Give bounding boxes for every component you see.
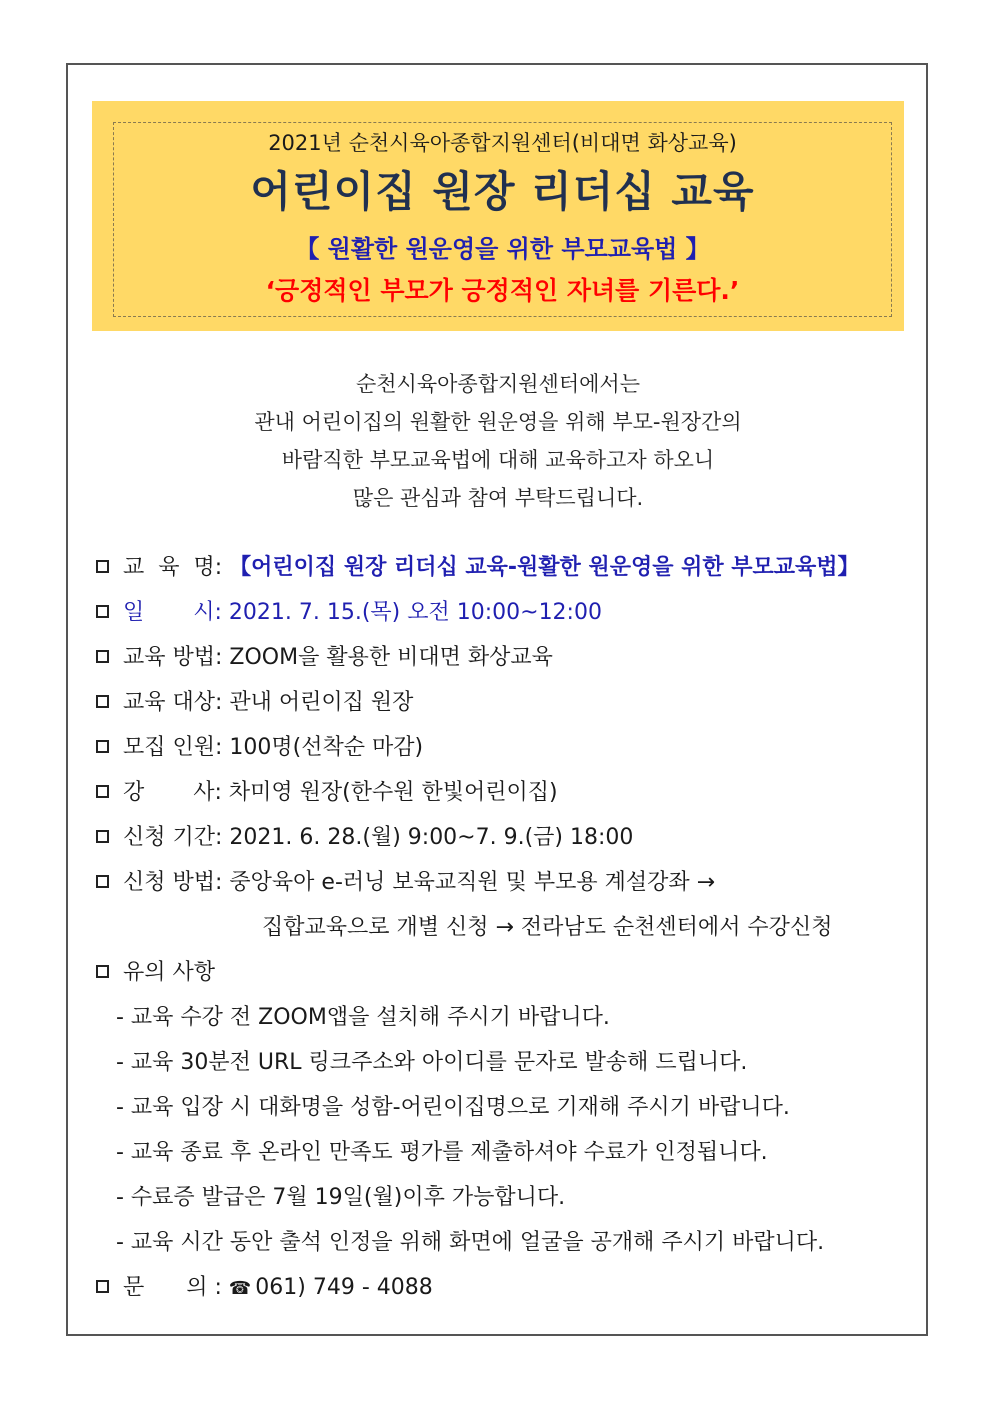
note-item: - 교육 30분전 URL 링크주소와 아이디를 문자로 발송해 드립니다. bbox=[116, 1050, 748, 1075]
intro-paragraph bbox=[92, 365, 904, 517]
banner-subtitle: 【 원활한 원운영을 위한 부모교육법 】 bbox=[295, 235, 710, 263]
item-capacity bbox=[96, 732, 423, 764]
item-value: 【어린이집 원장 리더십 교육-원활한 원운영을 위한 부모교육법】 bbox=[229, 555, 860, 580]
item-date bbox=[96, 597, 602, 629]
item-label: 강 사: bbox=[123, 780, 222, 805]
checkbox-square-icon bbox=[96, 695, 109, 708]
checkbox-square-icon bbox=[96, 1280, 109, 1293]
item-label: 문 의 : bbox=[123, 1275, 222, 1300]
phone-number: 061) 749 - 4088 bbox=[255, 1275, 433, 1300]
item-label: 유의 사항 bbox=[123, 960, 216, 985]
item-value: 중앙육아 e-러닝 보육교직원 및 부모용 계설강좌 → bbox=[229, 870, 716, 895]
intro-line: 많은 관심과 참여 부탁드립니다. bbox=[352, 486, 644, 510]
phone-icon: ☎ bbox=[228, 1278, 252, 1299]
checkbox-square-icon bbox=[96, 740, 109, 753]
item-value: 2021. 6. 28.(월) 9:00~7. 9.(금) 18:00 bbox=[229, 825, 634, 850]
item-label: 모집 인원: bbox=[123, 735, 223, 760]
checkbox-square-icon bbox=[96, 830, 109, 843]
title-banner bbox=[92, 101, 904, 331]
item-label: 교육 방법: bbox=[123, 645, 223, 670]
banner-slogan: ‘긍정적인 부모가 긍정적인 자녀를 기른다.’ bbox=[265, 276, 740, 305]
checkbox-square-icon bbox=[96, 785, 109, 798]
item-apply-continued: 집합교육으로 개별 신청 → 전라남도 순천센터에서 수강신청 bbox=[262, 915, 833, 940]
intro-line: 관내 어린이집의 원활한 원운영을 위해 부모-원장간의 bbox=[254, 410, 742, 434]
note-item: - 수료증 발급은 7월 19일(월)이후 가능합니다. bbox=[116, 1185, 566, 1210]
checkbox-square-icon bbox=[96, 965, 109, 978]
item-lecturer bbox=[96, 777, 558, 809]
item-value: 100명(선착순 마감) bbox=[229, 735, 424, 760]
item-label: 일 시: bbox=[123, 600, 222, 625]
item-label: 교 육 명: bbox=[123, 555, 223, 580]
checkbox-square-icon bbox=[96, 560, 109, 573]
item-value: 2021. 7. 15.(목) 오전 10:00~12:00 bbox=[228, 600, 602, 625]
item-target bbox=[96, 687, 413, 719]
item-method bbox=[96, 642, 553, 674]
checkbox-square-icon bbox=[96, 650, 109, 663]
item-course-name bbox=[96, 552, 860, 584]
intro-line: 순천시육아종합지원센터에서는 bbox=[355, 372, 640, 396]
note-item: - 교육 시간 동안 출석 인정을 위해 화면에 얼굴을 공개해 주시기 바랍니다. bbox=[116, 1230, 825, 1255]
item-period bbox=[96, 822, 633, 854]
item-value: 차미영 원장(한수원 한빛어린이집) bbox=[228, 780, 558, 805]
item-label: 신청 방법: bbox=[123, 870, 223, 895]
checkbox-square-icon bbox=[96, 605, 109, 618]
banner-dashed-box bbox=[113, 122, 892, 317]
intro-line: 바람직한 부모교육법에 대해 교육하고자 하오니 bbox=[281, 448, 715, 472]
note-item: - 교육 입장 시 대화명을 성함-어린이집명으로 기재해 주시기 바랍니다. bbox=[116, 1095, 790, 1120]
item-value: ZOOM을 활용한 비대면 화상교육 bbox=[229, 645, 553, 670]
note-item: - 교육 수강 전 ZOOM앱을 설치해 주시기 바랍니다. bbox=[116, 1005, 610, 1030]
banner-title: 어린이집 원장 리더십 교육 bbox=[250, 167, 755, 216]
banner-organizer: 2021년 순천시육아종합지원센터(비대면 화상교육) bbox=[268, 131, 737, 155]
item-value: 관내 어린이집 원장 bbox=[229, 690, 414, 715]
checkbox-square-icon bbox=[96, 875, 109, 888]
item-contact bbox=[96, 1272, 433, 1304]
item-apply bbox=[96, 867, 715, 899]
note-item: - 교육 종료 후 온라인 만족도 평가를 제출하셔야 수료가 인정됩니다. bbox=[116, 1140, 768, 1165]
item-label: 교육 대상: bbox=[123, 690, 223, 715]
item-notes-heading bbox=[96, 957, 215, 989]
item-label: 신청 기간: bbox=[123, 825, 223, 850]
